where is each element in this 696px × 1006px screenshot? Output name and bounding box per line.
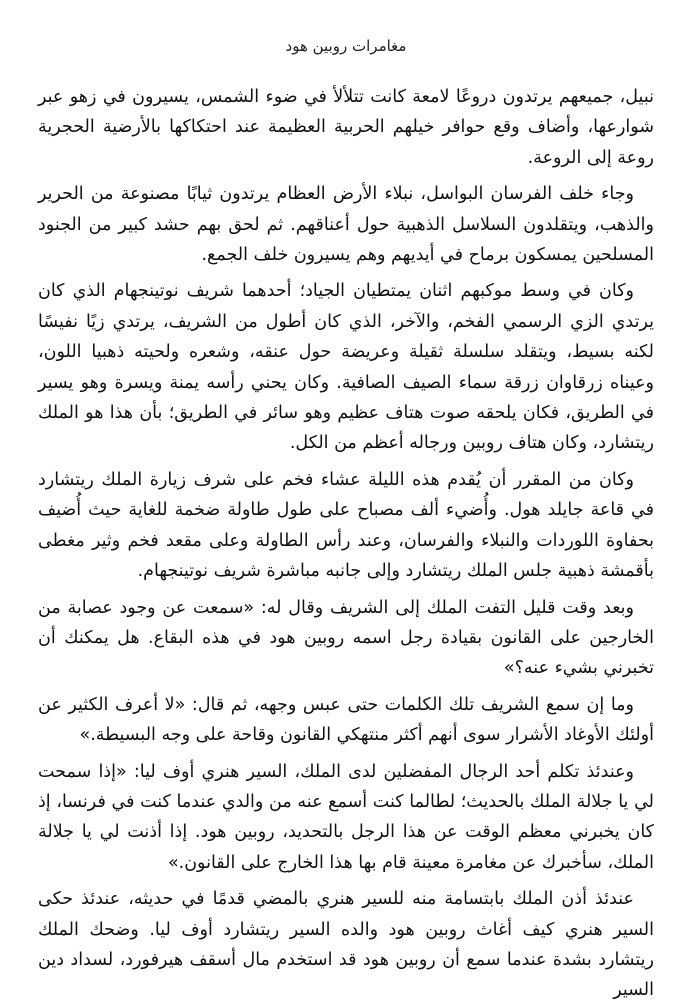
paragraph-8: عندئذ أذن الملك بابتسامة منه للسير هنري بالمضي قدمًا في حديثه، عندئذ حكى السير هنري كيف أغاث روبين هود والده السير ريتشارد أوف ليا. وضحك الملك ريتشارد بشدة عندما سمع أن روبين هود قد استخدم مال أسقف هيرفورد، لسداد دين السير bbox=[38, 889, 654, 1001]
paragraph-1: نبيل، جميعهم يرتدون دروعًا لامعة كانت تتلألأ في ضوء الشمس، يسيرون في زهو عبر شوارعها، وأضاف وقع حوافر خيلهم الحربية العظيمة عند احتكاكها بالأرضية الحجرية روعة إلى الروعة. bbox=[38, 87, 654, 168]
page-title: مغامرات روبين هود bbox=[285, 37, 407, 55]
paragraph-6: وما إن سمع الشريف تلك الكلمات حتى عبس وجهه، ثم قال: «لا أعرف الكثير عن أولئك الأوغاد الأشرار سوى أنهم أكثر منتهكي القانون وقاحة على وجه البسيطة.» bbox=[38, 694, 654, 746]
body-text bbox=[38, 82, 654, 1006]
paragraph-4: وكان من المقرر أن يُقدم هذه الليلة عشاء فخم على شرف زيارة الملك ريتشارد في قاعة جايلد هول. وأُضيء ألف مصباح على طول طاولة ضخمة للغاية حيث أُضيف بحفاوة اللوردات والنبلاء والفرسان، وعند رأس الطاولة وعلى مقعد فخم وثير مغطى بأقمشة ذهبية جلس الملك ريتشارد وإلى جانبه مباشرة شريف نوتينجهام. bbox=[38, 469, 654, 582]
paragraph-3: وكان في وسط موكبهم اثنان يمتطيان الجياد؛ أحدهما شريف نوتينجهام الذي كان يرتدي الزي الرسمي الفخم، والآخر، الذي كان أطول من الشريف، يرتدي زيًا نفيسًا لكنه بسيط، ويتقلد سلسلة ثقيلة وعريضة حول عنقه، وشعره ولحيته ذهبيا اللون، وعيناه زرقاوان زرقة سماء الصيف الصافية. وكان يحني رأسه يمنة ويسرة وهو يسير في الطريق، فكان يلحقه صوت هتاف عظيم وهو سائر في الطريق؛ بأن هذا هو الملك ريتشارد، وكان هتاف روبين ورجاله أعظم من الكل. bbox=[38, 281, 654, 454]
paragraph-5: وبعد وقت قليل التفت الملك إلى الشريف وقال له: «سمعت عن وجود عصابة من الخارجين على القانون بقيادة رجل اسمه روبين هود في هذه البقاع. هل يمكنك أن تخبرني بشيء عنه؟» bbox=[38, 597, 654, 679]
paragraph-7: وعندئذ تكلم أحد الرجال المفضلين لدى الملك، السير هنري أوف ليا: «إذا سمحت لي يا جلالة الملك بالحديث؛ لطالما كنت أسمع عنه من والدي عندما كنت في فرنسا، إذ كان يخبرني معظم الوقت عن هذا الرجل بالتحديد، روبين هود. إذا أذنت لي يا جلالة الملك، سأخبرك عن مغامرة معينة قام بها هذا الخارج على القانون.» bbox=[38, 761, 654, 873]
paragraph-2: وجاء خلف الفرسان البواسل، نبلاء الأرض العظام يرتدون ثيابًا مصنوعة من الحرير والذهب، ويتقلدون السلاسل الذهبية حول أعناقهم. ثم لحق بهم حشد كبير من الجنود المسلحين يمسكون برماح في أيديهم وهم يسيرون خلف الجمع. bbox=[38, 184, 654, 266]
